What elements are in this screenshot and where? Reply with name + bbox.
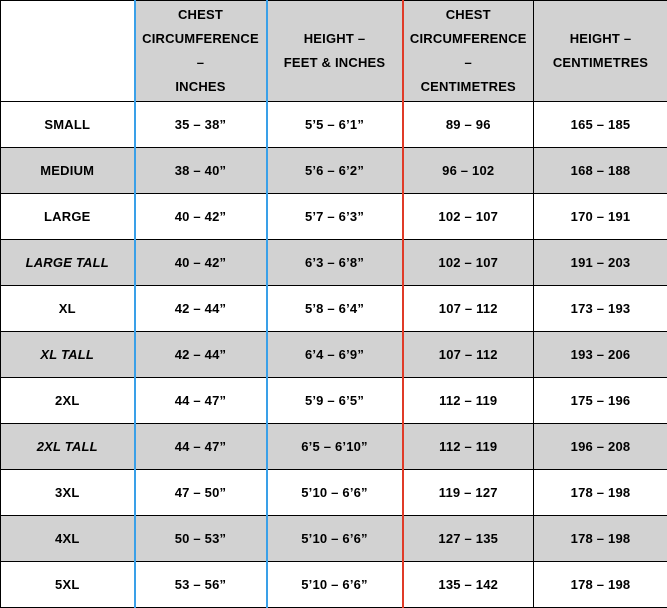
header-line: HEIGHT – [570,31,632,46]
cell-size-label: 5XL [1,562,135,608]
header-line: CHEST [446,7,491,22]
cell-chest-centimetres: 112 – 119 [403,378,534,424]
cell-height-centimetres: 191 – 203 [534,240,667,286]
table-row [1,378,667,424]
cell-chest-centimetres: 102 – 107 [403,194,534,240]
cell-size-label: LARGE [1,194,135,240]
header-line: CENTIMETRES [421,79,516,94]
cell-height-centimetres: 173 – 193 [534,286,667,332]
cell-chest-centimetres: 127 – 135 [403,516,534,562]
cell-size-label: 3XL [1,470,135,516]
cell-chest-inches: 38 – 40” [135,148,267,194]
cell-size-label: 4XL [1,516,135,562]
table-row [1,470,667,516]
header-line: INCHES [175,79,225,94]
header-line: CHEST [178,7,223,22]
cell-chest-inches: 40 – 42” [135,194,267,240]
table-header [1,1,667,102]
cell-size-label: 2XL [1,378,135,424]
table-body [1,102,667,608]
cell-chest-inches: 53 – 56” [135,562,267,608]
cell-chest-centimetres: 89 – 96 [403,102,534,148]
header-height-centimetres [534,1,667,102]
cell-chest-inches: 44 – 47” [135,424,267,470]
cell-height-feet-inches: 5’10 – 6’6” [267,470,403,516]
cell-height-feet-inches: 5’5 – 6’1” [267,102,403,148]
cell-height-feet-inches: 5’6 – 6’2” [267,148,403,194]
cell-height-feet-inches: 5’7 – 6’3” [267,194,403,240]
cell-chest-centimetres: 102 – 107 [403,240,534,286]
cell-chest-inches: 44 – 47” [135,378,267,424]
table-row [1,240,667,286]
header-row [1,1,667,102]
cell-height-centimetres: 165 – 185 [534,102,667,148]
cell-height-feet-inches: 6’3 – 6’8” [267,240,403,286]
header-height-feet-inches [267,1,403,102]
header-line: CENTIMETRES [553,55,648,70]
table-row [1,424,667,470]
cell-size-label: XL TALL [1,332,135,378]
table-row [1,286,667,332]
cell-height-centimetres: 178 – 198 [534,562,667,608]
header-corner-cell [1,1,135,102]
cell-size-label: LARGE TALL [1,240,135,286]
cell-chest-centimetres: 107 – 112 [403,286,534,332]
cell-height-feet-inches: 5’8 – 6’4” [267,286,403,332]
cell-chest-inches: 47 – 50” [135,470,267,516]
cell-height-centimetres: 178 – 198 [534,516,667,562]
cell-size-label: MEDIUM [1,148,135,194]
table-row [1,516,667,562]
cell-chest-centimetres: 107 – 112 [403,332,534,378]
cell-chest-inches: 42 – 44” [135,286,267,332]
header-chest-inches [135,1,267,102]
header-line: CIRCUMFERENCE – [142,31,259,70]
table-row [1,332,667,378]
header-line: FEET & INCHES [284,55,386,70]
table-row [1,102,667,148]
cell-height-centimetres: 175 – 196 [534,378,667,424]
cell-height-centimetres: 170 – 191 [534,194,667,240]
cell-height-centimetres: 196 – 208 [534,424,667,470]
header-line: CIRCUMFERENCE – [410,31,527,70]
cell-chest-inches: 50 – 53” [135,516,267,562]
table-row [1,562,667,608]
cell-chest-inches: 40 – 42” [135,240,267,286]
table-row [1,194,667,240]
table-row [1,148,667,194]
cell-height-feet-inches: 5’10 – 6’6” [267,516,403,562]
cell-chest-inches: 42 – 44” [135,332,267,378]
cell-height-feet-inches: 6’4 – 6’9” [267,332,403,378]
cell-chest-centimetres: 112 – 119 [403,424,534,470]
cell-chest-centimetres: 119 – 127 [403,470,534,516]
cell-height-feet-inches: 6’5 – 6’10” [267,424,403,470]
cell-height-feet-inches: 5’9 – 6’5” [267,378,403,424]
cell-size-label: SMALL [1,102,135,148]
cell-chest-centimetres: 135 – 142 [403,562,534,608]
cell-size-label: 2XL TALL [1,424,135,470]
cell-chest-inches: 35 – 38” [135,102,267,148]
cell-height-centimetres: 168 – 188 [534,148,667,194]
cell-height-feet-inches: 5’10 – 6’6” [267,562,403,608]
cell-chest-centimetres: 96 – 102 [403,148,534,194]
cell-height-centimetres: 178 – 198 [534,470,667,516]
cell-size-label: XL [1,286,135,332]
header-chest-centimetres [403,1,534,102]
cell-height-centimetres: 193 – 206 [534,332,667,378]
header-line: HEIGHT – [304,31,366,46]
